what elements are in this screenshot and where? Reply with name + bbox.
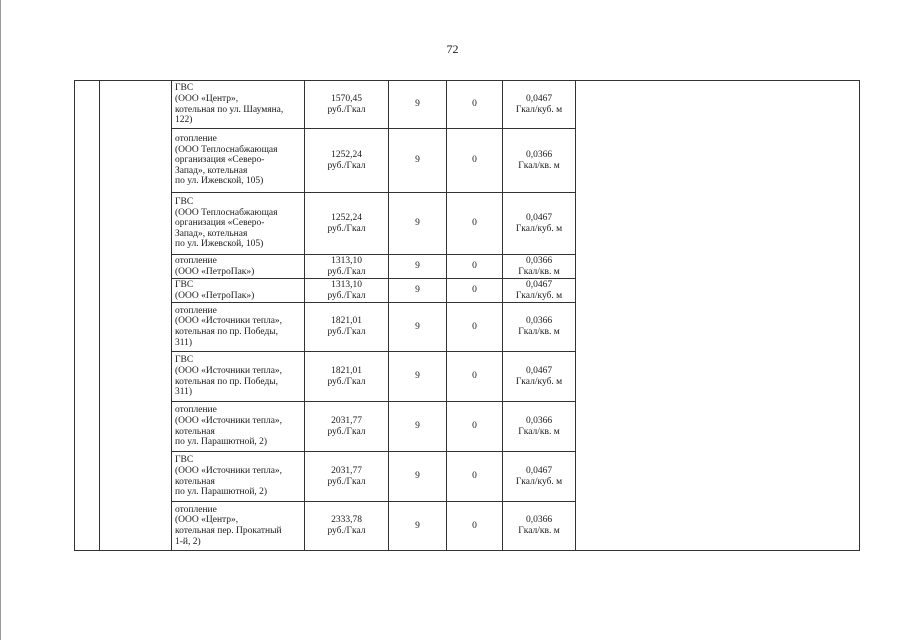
tariff-price-cell: 1821,01 руб./Гкал bbox=[305, 303, 389, 352]
consumption-norm-cell: 0,0366 Гкал/кв. м bbox=[503, 402, 576, 452]
value-b-cell: 0 bbox=[447, 129, 503, 193]
value-a-cell: 9 bbox=[389, 255, 447, 279]
service-description-cell: ГВС (ООО «Центр», котельная по ул. Шаумяна, 122) bbox=[172, 81, 305, 129]
consumption-norm-cell: 0,0366 Гкал/кв. м bbox=[503, 303, 576, 352]
value-b-cell: 0 bbox=[447, 81, 503, 129]
service-description-cell: отопление (ООО «Центр», котельная пер. Прокатный 1-й, 2) bbox=[172, 502, 305, 551]
value-b-cell: 0 bbox=[447, 279, 503, 303]
tariff-price-cell: 2031,77 руб./Гкал bbox=[305, 402, 389, 452]
tariff-price-cell: 1570,45 руб./Гкал bbox=[305, 81, 389, 129]
service-description-cell: отопление (ООО «ПетроПак») bbox=[172, 255, 305, 279]
value-b-cell: 0 bbox=[447, 352, 503, 402]
service-description-cell: отопление (ООО Теплоснабжающая организация «Северо- Запад», котельная по ул. Ижевской, 105) bbox=[172, 129, 305, 193]
value-a-cell: 9 bbox=[389, 193, 447, 255]
value-b-cell: 0 bbox=[447, 452, 503, 502]
tariff-price-cell: 1313,10 руб./Гкал bbox=[305, 279, 389, 303]
tariff-price-cell: 2031,77 руб./Гкал bbox=[305, 452, 389, 502]
value-a-cell: 9 bbox=[389, 402, 447, 452]
service-description-cell: отопление (ООО «Источники тепла», котельная по пр. Победы, 311) bbox=[172, 303, 305, 352]
value-a-cell: 9 bbox=[389, 303, 447, 352]
consumption-norm-cell: 0,0467 Гкал/куб. м bbox=[503, 193, 576, 255]
tariff-price-cell: 2333,78 руб./Гкал bbox=[305, 502, 389, 551]
service-description-cell: ГВС (ООО «Источники тепла», котельная по пр. Победы, 311) bbox=[172, 352, 305, 402]
consumption-norm-cell: 0,0467 Гкал/куб. м bbox=[503, 452, 576, 502]
page-left-edge bbox=[0, 0, 1, 640]
value-b-cell: 0 bbox=[447, 193, 503, 255]
service-description-cell: отопление (ООО «Источники тепла», котельная по ул. Парашютной, 2) bbox=[172, 402, 305, 452]
tariff-price-cell: 1252,24 руб./Гкал bbox=[305, 129, 389, 193]
empty-cell-number bbox=[75, 81, 100, 551]
value-a-cell: 9 bbox=[389, 279, 447, 303]
tariff-price-cell: 1821,01 руб./Гкал bbox=[305, 352, 389, 402]
empty-cell-notes bbox=[576, 81, 860, 551]
value-a-cell: 9 bbox=[389, 81, 447, 129]
value-a-cell: 9 bbox=[389, 129, 447, 193]
value-a-cell: 9 bbox=[389, 502, 447, 551]
table-body bbox=[75, 81, 860, 551]
empty-cell-category bbox=[100, 81, 172, 551]
consumption-norm-cell: 0,0467 Гкал/куб. м bbox=[503, 81, 576, 129]
tariff-price-cell: 1313,10 руб./Гкал bbox=[305, 255, 389, 279]
consumption-norm-cell: 0,0467 Гкал/куб. м bbox=[503, 279, 576, 303]
tariff-price-cell: 1252,24 руб./Гкал bbox=[305, 193, 389, 255]
consumption-norm-cell: 0,0366 Гкал/кв. м bbox=[503, 255, 576, 279]
service-description-cell: ГВС (ООО «Источники тепла», котельная по ул. Парашютной, 2) bbox=[172, 452, 305, 502]
table-row bbox=[75, 81, 860, 129]
value-b-cell: 0 bbox=[447, 255, 503, 279]
page-number: 72 bbox=[446, 42, 459, 56]
value-a-cell: 9 bbox=[389, 352, 447, 402]
consumption-norm-cell: 0,0366 Гкал/кв. м bbox=[503, 129, 576, 193]
consumption-norm-cell: 0,0467 Гкал/куб. м bbox=[503, 352, 576, 402]
value-a-cell: 9 bbox=[389, 452, 447, 502]
service-description-cell: ГВС (ООО «ПетроПак») bbox=[172, 279, 305, 303]
service-description-cell: ГВС (ООО Теплоснабжающая организация «Северо- Запад», котельная по ул. Ижевской, 105) bbox=[172, 193, 305, 255]
consumption-norm-cell: 0,0366 Гкал/кв. м bbox=[503, 502, 576, 551]
value-b-cell: 0 bbox=[447, 303, 503, 352]
value-b-cell: 0 bbox=[447, 502, 503, 551]
value-b-cell: 0 bbox=[447, 402, 503, 452]
tariff-table bbox=[74, 80, 860, 551]
